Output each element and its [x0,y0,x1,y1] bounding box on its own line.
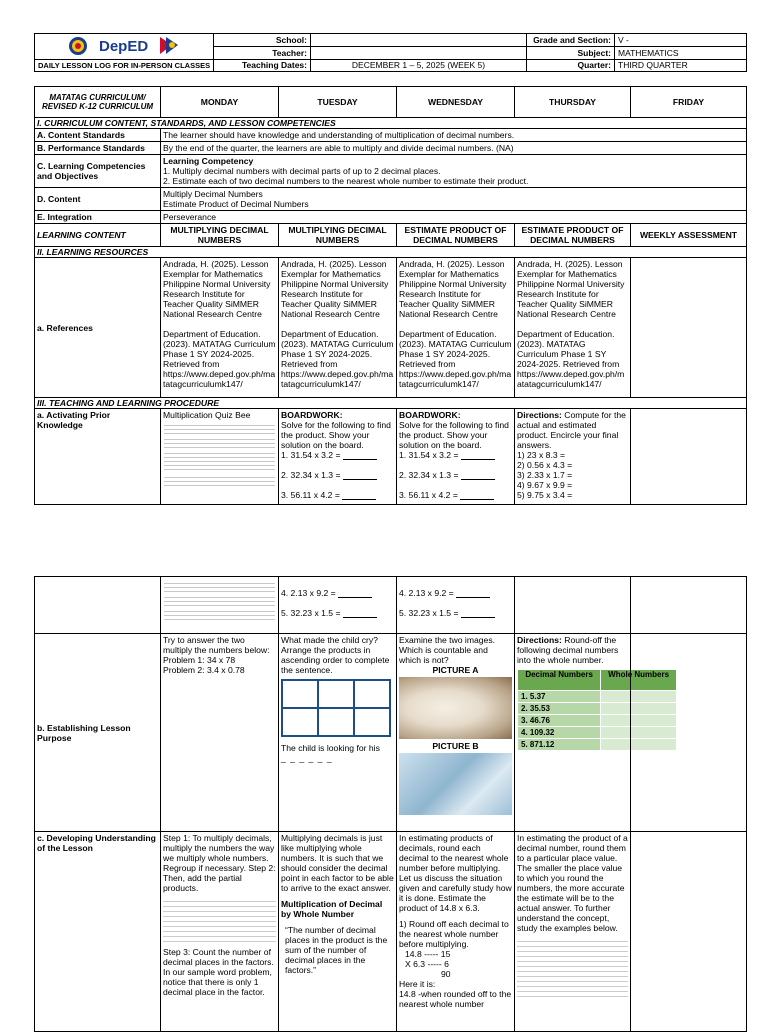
estimate-item: 2) 0.56 x 4.3 = [517,460,573,470]
directions-text: Compute for the actual and estimated product. Encircle your final answers. [517,410,626,450]
answer-blank [343,471,377,480]
answer-blank [456,589,490,598]
teacher-label: Teacher: [214,47,311,60]
section-procedure: III. TEACHING AND LEARNING PROCEDURE [35,398,747,409]
purpose-monday [161,634,279,832]
activating-label-continued [35,577,161,634]
activating-tuesday-continued [279,577,397,634]
estimating-intro: In estimating products of decimals, round each decimal to the nearest whole number before multiplying. Let us discuss the situation given and carefully study how it is done. Estimate the product of 14.8 x 6.3. [399,833,512,913]
reference-1: Andrada, H. (2025). Lesson Exemplar for Mathematics Philippine Normal University Research Institute for Teacher Quality SiMMER National Research Centre [281,259,389,319]
references-monday [161,258,279,398]
activating-label: a. Activating Prior Knowledge [35,409,161,505]
dates-value: DECEMBER 1 – 5, 2025 (WEEK 5) [311,60,527,72]
content-label: D. Content [35,188,161,211]
purpose-wednesday-text: Examine the two images. Which is countable and which is not? [399,635,496,665]
developing-label: c. Developing Understanding of the Lesson [35,832,161,1032]
activating-wednesday-continued [397,577,515,634]
face-masks-image [399,753,512,815]
answer-blank [343,609,377,618]
worked-example-image [163,897,276,943]
calc-line: 14.8 ----- 15 [405,949,451,959]
grade-label: Grade and Section: [527,34,615,47]
wednesday-header: WEDNESDAY [397,87,515,118]
purpose-friday [631,634,747,832]
grade-value: V - [615,34,747,47]
content-item: Estimate Product of Decimal Numbers [163,199,309,209]
decimal-cell: 5. 871.12 [518,739,601,751]
steps-text: Step 1: To multiply decimals, multiply the numbers the way we multiply whole numbers. Regroup if necessary. Step 2: Then, add the partial products. [163,833,276,893]
estimate-item: 1) 23 x 8.3 = [517,450,566,460]
purpose-monday-text: Try to answer the two multiply the numbers below: [163,635,270,655]
puzzle-cell [354,680,390,708]
section-curriculum: I. CURRICULUM CONTENT, STANDARDS, AND LESSON COMPETENCIES [35,118,747,129]
activating-thursday [515,409,631,505]
puzzle-cell [318,708,354,736]
estimating-concept: In estimating the product of a decimal number, round them to a particular place value. The smaller the place value to which you round the numbers, the more accurate the estimate will be to the actual answer. To further understand the concept, study the examples below. [517,833,628,933]
learning-content-friday: WEEKLY ASSESSMENT [631,224,747,247]
reference-2: Department of Education. (2023). MATATAG Curriculum Phase 1 SY 2024-2025. Retrieved from https://www.deped.gov.ph/matatagcurriculumk147/ [163,329,276,389]
reference-2: Department of Education. (2023). MATATAG Curriculum Phase 1 SY 2024-2025. Retrieved from https://www.deped.gov.ph/matatagcurriculumk147/ [399,329,512,389]
thursday-header: THURSDAY [515,87,631,118]
learning-content-label: LEARNING CONTENT [35,224,161,247]
answer-blank [343,451,377,460]
competency-item: 1. Multiply decimal numbers with decimal parts of up to 2 decimal places. [163,166,441,176]
picture-a-label: PICTURE A [432,665,479,675]
learning-content-monday: MULTIPLYING DECIMAL NUMBERS [161,224,279,247]
tuesday-header: TUESDAY [279,87,397,118]
activating-monday [161,409,279,505]
reference-1: Andrada, H. (2025). Lesson Exemplar for Mathematics Philippine Normal University Research Institute for Teacher Quality SiMMER National Research Centre [163,259,271,319]
learning-content-tuesday: MULTIPLYING DECIMAL NUMBERS [279,224,397,247]
references-thursday [515,258,631,398]
boardwork-item: 5. 32.23 x 1.5 = [399,608,459,618]
subject-value: MATHEMATICS [615,47,747,60]
answer-blank [338,589,372,598]
problem-1: Problem 1: 34 x 78 [163,655,236,665]
lesson-log-table [34,86,747,505]
estimate-item: 3) 2.33 x 1.7 = [517,470,573,480]
competencies-label: C. Learning Competencies and Objectives [35,155,161,188]
boardwork-title: BOARDWORK: [281,410,343,420]
activating-friday-continued [631,577,747,634]
reference-1: Andrada, H. (2025). Lesson Exemplar for Mathematics Philippine Normal University Research Institute for Teacher Quality SiMMER National Research Centre [517,259,625,319]
whole-header: Whole Numbers [601,670,677,691]
boardwork-item: 1. 31.54 x 3.2 = [281,450,341,460]
purpose-tuesday-text: What made the child cry? Arrange the products in ascending order to complete the sentence. [281,635,390,675]
competency-item: 2. Estimate each of two decimal numbers to the nearest whole number to estimate their product. [163,176,529,186]
answer-blank [460,491,494,500]
here-it-is: Here it is: [399,979,436,989]
answer-blank [461,609,495,618]
puzzle-cell [354,708,390,736]
activating-friday [631,409,747,505]
activating-monday-continued [161,577,279,634]
child-sentence: The child is looking for his [281,743,380,753]
calc-result: 90 [441,969,451,979]
logo-text: DepED [99,38,149,55]
puzzle-cell [318,680,354,708]
references-wednesday [397,258,515,398]
puzzle-cell [282,680,318,708]
directions-label: Directions: [517,635,562,645]
references-friday [631,258,747,398]
quarter-value: THIRD QUARTER [615,60,747,72]
boardwork-item: 3. 56.11 x 4.2 = [399,490,458,500]
developing-monday [161,832,279,1032]
performance-standards-value: By the end of the quarter, the learners are able to multiply and divide decimal numbers. (NA) [161,142,747,155]
product-puzzle-grid [281,679,391,737]
worksheet-thumbnail [164,608,275,620]
boardwork-title: BOARDWORK: [399,410,461,420]
answer-blank [461,451,495,460]
friday-header: FRIDAY [631,87,747,118]
decimal-whole-title: Multiplication of Decimal by Whole Number [281,899,383,919]
boardwork-text: Solve for the following to find the product. Show your solution on the board. [399,420,509,450]
puzzle-cell [282,708,318,736]
section-resources: II. LEARNING RESOURCES [35,247,747,258]
dates-label: Teaching Dates: [214,60,311,72]
teacher-value [311,47,527,60]
worksheet-thumbnail [164,450,275,472]
content-value [161,188,747,211]
answer-blank [461,471,495,480]
directions-text: Round-off the following decimal numbers into the whole number. [517,635,619,665]
purpose-tuesday [279,634,397,832]
worksheet-thumbnail [164,580,275,592]
worksheet-thumbnail [164,474,275,486]
school-label: School: [214,34,311,47]
purpose-wednesday [397,634,515,832]
boardwork-item: 4. 2.13 x 9.2 = [281,588,336,598]
decimal-header: Decimal Numbers [518,670,601,691]
estimate-item: 5) 9.75 x 3.4 = [517,490,573,500]
answer-blank [342,491,376,500]
learning-content-wednesday: ESTIMATE PRODUCT OF DECIMAL NUMBERS [397,224,515,247]
decimal-places-quote: “The number of decimal places in the product is the sum of the number of decimal places in the factors.” [285,925,388,975]
boardwork-item: 2. 32.34 x 1.3 = [281,470,341,480]
decimal-cell: 4. 109.32 [518,727,601,739]
activating-tuesday [279,409,397,505]
activating-wednesday [397,409,515,505]
worksheet-thumbnail [164,422,275,434]
competencies-value [161,155,747,188]
worksheet-thumbnail [164,594,275,606]
developing-thursday [515,832,631,1032]
deped-logo [38,34,208,56]
problem-2: Problem 2: 3.4 x 0.78 [163,665,245,675]
subject-label: Subject: [527,47,615,60]
boardwork-item: 5. 32.23 x 1.5 = [281,608,341,618]
step-3-text: Step 3: Count the number of decimal places in the factors. In our sample word problem, notice that there is only 1 decimal place in the factor. [163,947,274,997]
content-standards-value: The learner should have knowledge and understanding of multiplication of decimal numbers. [161,129,747,142]
form-title: DAILY LESSON LOG FOR IN-PERSON CLASSES [35,60,214,72]
header-table [34,33,747,72]
reference-1: Andrada, H. (2025). Lesson Exemplar for Mathematics Philippine Normal University Research Institute for Teacher Quality SiMMER National Research Centre [399,259,507,319]
decimals-intro: Multiplying decimals is just like multiplying whole numbers. It is such that we should consider the decimal point in each factor to be able to arrive to the exact answer. [281,833,394,893]
integration-value: Perseverance [161,211,747,224]
quarter-label: Quarter: [527,60,615,72]
curriculum-header: MATATAG CURRICULUM/ REVISED K-12 CURRICULUM [35,87,161,118]
purpose-label: b. Establishing Lesson Purpose [35,634,161,832]
developing-tuesday [279,832,397,1032]
reference-2: Department of Education. (2023). MATATAG Curriculum Phase 1 SY 2024-2025. Retrieved from https://www.deped.gov.ph/matatagcurriculumk147/ [281,329,394,389]
lesson-log-table-continued [34,576,747,1032]
boardwork-item: 2. 32.34 x 1.3 = [399,470,459,480]
round-step: 1) Round off each decimal to the nearest whole number before multiplying. [399,919,509,949]
monday-header: MONDAY [161,87,279,118]
rounding-note: 14.8 -when rounded off to the nearest whole number [399,989,512,1009]
boardwork-item: 1. 31.54 x 3.2 = [399,450,459,460]
directions-label: Directions: [517,410,562,420]
boardwork-text: Solve for the following to find the product. Show your solution on the board. [281,420,391,450]
school-value [311,34,527,47]
decimal-cell: 3. 46.76 [518,715,601,727]
content-standards-label: A. Content Standards [35,129,161,142]
learning-content-thursday: ESTIMATE PRODUCT OF DECIMAL NUMBERS [515,224,631,247]
activating-thursday-continued [515,577,631,634]
competency-title: Learning Competency [163,156,254,166]
quiz-bee-title: Multiplication Quiz Bee [163,410,251,420]
developing-wednesday [397,832,515,1032]
boardwork-item: 4. 2.13 x 9.2 = [399,588,454,598]
estimate-item: 4) 9.67 x 9.9 = [517,480,573,490]
calc-line: X 6.3 ----- 6 [405,959,449,969]
performance-standards-label: B. Performance Standards [35,142,161,155]
content-item: Multiply Decimal Numbers [163,189,263,199]
references-label: a. References [35,258,161,398]
decimal-cell: 2. 35.53 [518,703,601,715]
examples-image [517,937,628,997]
boardwork-item: 3. 56.11 x 4.2 = [281,490,340,500]
picture-b-label: PICTURE B [432,741,479,751]
decimal-cell: 1. 5.37 [518,691,601,703]
rice-image [399,677,512,739]
purpose-thursday [515,634,670,832]
reference-2: Department of Education. (2023). MATATAG Curriculum Phase 1 SY 2024-2025. Retrieved from https://www.deped.gov.ph/matatagcurriculumk147/ [517,329,625,389]
developing-friday [631,832,747,1032]
worksheet-thumbnail [164,436,275,448]
logo-cell [35,34,214,60]
sentence-blanks: _ _ _ _ _ _ [281,753,333,763]
integration-label: E. Integration [35,211,161,224]
references-tuesday [279,258,397,398]
